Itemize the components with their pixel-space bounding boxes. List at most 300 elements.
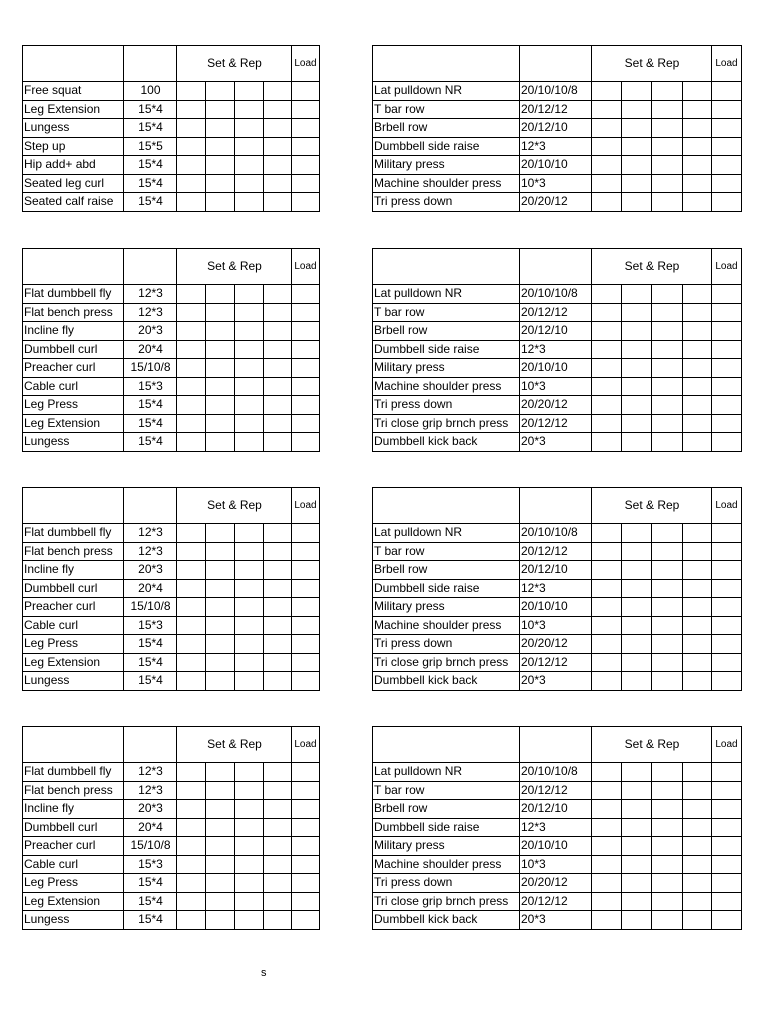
set-rep-target: 20/10/10 (520, 156, 592, 175)
table-row (373, 285, 742, 304)
set-entry-cell (235, 174, 264, 193)
set-rep-target: 12*3 (124, 763, 177, 782)
set-rep-header: Set & Rep (177, 488, 292, 524)
target-header-cell (520, 249, 592, 285)
set-entry-cell (652, 653, 683, 672)
set-rep-header: Set & Rep (177, 249, 292, 285)
table-row (23, 653, 320, 672)
load-header: Load (292, 46, 320, 82)
exercise-name: Preacher curl (23, 359, 124, 378)
set-entry-cell (652, 763, 683, 782)
set-entry-cell (235, 396, 264, 415)
set-rep-target: 20*4 (124, 818, 177, 837)
set-rep-target: 15*4 (124, 653, 177, 672)
set-entry-cell (622, 359, 652, 378)
set-entry-cell (592, 561, 622, 580)
set-entry-cell (592, 763, 622, 782)
load-entry-cell (292, 524, 320, 543)
load-entry-cell (292, 818, 320, 837)
exercise-name: Brbell row (373, 119, 520, 138)
set-entry-cell (622, 82, 652, 101)
set-entry-cell (652, 818, 683, 837)
set-rep-target: 20/10/10 (520, 837, 592, 856)
exercise-name: Cable curl (23, 377, 124, 396)
set-entry-cell (592, 800, 622, 819)
table-row (373, 837, 742, 856)
set-entry-cell (206, 82, 235, 101)
exercise-name: Seated leg curl (23, 174, 124, 193)
exercise-name: Dumbbell side raise (373, 818, 520, 837)
set-entry-cell (622, 874, 652, 893)
set-entry-cell (683, 763, 712, 782)
set-entry-cell (235, 653, 264, 672)
set-entry-cell (264, 818, 292, 837)
set-rep-target: 20/20/12 (520, 193, 592, 212)
set-entry-cell (652, 433, 683, 452)
set-entry-cell (235, 377, 264, 396)
set-entry-cell (592, 911, 622, 930)
set-entry-cell (177, 100, 206, 119)
target-header-cell (124, 727, 177, 763)
exercise-name: T bar row (373, 781, 520, 800)
set-entry-cell (206, 303, 235, 322)
load-entry-cell (712, 100, 742, 119)
exercise-name: T bar row (373, 303, 520, 322)
load-entry-cell (712, 156, 742, 175)
exercise-name: Machine shoulder press (373, 377, 520, 396)
load-entry-cell (292, 414, 320, 433)
table-row (23, 874, 320, 893)
set-rep-target: 20/12/12 (520, 653, 592, 672)
set-rep-target: 100 (124, 82, 177, 101)
exercise-name: Military press (373, 156, 520, 175)
exercise-name: Machine shoulder press (373, 855, 520, 874)
set-entry-cell (235, 818, 264, 837)
set-entry-cell (652, 285, 683, 304)
table-row (373, 396, 742, 415)
target-header-cell (124, 249, 177, 285)
exercise-name: Lungess (23, 672, 124, 691)
table-row (373, 763, 742, 782)
set-entry-cell (592, 874, 622, 893)
set-entry-cell (206, 818, 235, 837)
table-row (23, 561, 320, 580)
set-entry-cell (622, 285, 652, 304)
set-rep-target: 20*3 (124, 800, 177, 819)
set-entry-cell (652, 837, 683, 856)
exercise-name: Flat dumbbell fly (23, 763, 124, 782)
set-entry-cell (264, 781, 292, 800)
load-entry-cell (292, 377, 320, 396)
set-entry-cell (206, 763, 235, 782)
set-entry-cell (652, 100, 683, 119)
set-rep-target: 15/10/8 (124, 598, 177, 617)
set-entry-cell (177, 377, 206, 396)
set-entry-cell (622, 561, 652, 580)
set-entry-cell (592, 285, 622, 304)
table-header-row (23, 249, 320, 285)
set-entry-cell (177, 542, 206, 561)
set-entry-cell (622, 598, 652, 617)
set-entry-cell (264, 672, 292, 691)
set-entry-cell (652, 359, 683, 378)
set-entry-cell (177, 800, 206, 819)
exercise-name: Flat dumbbell fly (23, 285, 124, 304)
set-entry-cell (683, 322, 712, 341)
set-entry-cell (235, 616, 264, 635)
exercise-name: Machine shoulder press (373, 174, 520, 193)
set-entry-cell (622, 635, 652, 654)
set-entry-cell (264, 285, 292, 304)
set-entry-cell (592, 303, 622, 322)
table-header-row (23, 46, 320, 82)
exercise-name: Machine shoulder press (373, 616, 520, 635)
load-header: Load (292, 488, 320, 524)
set-rep-target: 15*4 (124, 635, 177, 654)
set-entry-cell (264, 837, 292, 856)
load-header: Load (292, 249, 320, 285)
exercise-header-cell (373, 488, 520, 524)
set-rep-target: 15*4 (124, 414, 177, 433)
set-rep-target: 12*3 (520, 137, 592, 156)
set-entry-cell (683, 396, 712, 415)
exercise-name: Leg Press (23, 874, 124, 893)
load-entry-cell (292, 285, 320, 304)
set-entry-cell (683, 781, 712, 800)
set-rep-target: 20/10/10/8 (520, 285, 592, 304)
set-rep-header: Set & Rep (592, 46, 712, 82)
set-rep-target: 15/10/8 (124, 837, 177, 856)
set-entry-cell (683, 855, 712, 874)
load-entry-cell (712, 781, 742, 800)
set-rep-target: 15*4 (124, 100, 177, 119)
load-header: Load (712, 488, 742, 524)
set-entry-cell (235, 874, 264, 893)
set-rep-target: 12*3 (124, 542, 177, 561)
set-entry-cell (592, 672, 622, 691)
set-entry-cell (235, 781, 264, 800)
set-entry-cell (264, 433, 292, 452)
exercise-name: Hip add+ abd (23, 156, 124, 175)
load-entry-cell (712, 672, 742, 691)
table-row (373, 377, 742, 396)
load-entry-cell (712, 763, 742, 782)
table-row (23, 579, 320, 598)
exercise-name: Lungess (23, 119, 124, 138)
workout-table (22, 45, 320, 212)
table-row (373, 137, 742, 156)
set-entry-cell (177, 616, 206, 635)
table-row (373, 800, 742, 819)
set-entry-cell (652, 542, 683, 561)
set-entry-cell (592, 322, 622, 341)
set-entry-cell (264, 100, 292, 119)
set-entry-cell (683, 100, 712, 119)
set-entry-cell (652, 781, 683, 800)
set-entry-cell (177, 837, 206, 856)
set-rep-target: 15*4 (124, 911, 177, 930)
set-entry-cell (264, 377, 292, 396)
set-entry-cell (206, 377, 235, 396)
load-entry-cell (292, 100, 320, 119)
set-entry-cell (592, 433, 622, 452)
set-entry-cell (206, 322, 235, 341)
table-row (23, 285, 320, 304)
set-entry-cell (235, 414, 264, 433)
set-entry-cell (177, 874, 206, 893)
set-rep-target: 20/12/10 (520, 561, 592, 580)
set-entry-cell (683, 635, 712, 654)
load-entry-cell (712, 874, 742, 893)
set-entry-cell (592, 119, 622, 138)
exercise-name: T bar row (373, 100, 520, 119)
set-entry-cell (177, 781, 206, 800)
set-rep-target: 15*4 (124, 874, 177, 893)
table-row (373, 303, 742, 322)
set-entry-cell (264, 874, 292, 893)
set-entry-cell (206, 433, 235, 452)
table-header-row (23, 488, 320, 524)
workout-table (22, 726, 320, 930)
set-entry-cell (264, 174, 292, 193)
set-entry-cell (177, 193, 206, 212)
set-entry-cell (622, 616, 652, 635)
set-entry-cell (683, 818, 712, 837)
set-rep-target: 20/12/12 (520, 542, 592, 561)
set-rep-target: 20/12/10 (520, 119, 592, 138)
table-row (23, 433, 320, 452)
exercise-name: Brbell row (373, 322, 520, 341)
set-entry-cell (235, 561, 264, 580)
set-rep-target: 15*3 (124, 855, 177, 874)
load-entry-cell (712, 396, 742, 415)
set-entry-cell (206, 156, 235, 175)
set-entry-cell (652, 579, 683, 598)
set-entry-cell (622, 542, 652, 561)
set-entry-cell (592, 524, 622, 543)
set-rep-target: 20*4 (124, 340, 177, 359)
table-row (23, 377, 320, 396)
exercise-name: Military press (373, 598, 520, 617)
set-rep-header: Set & Rep (177, 727, 292, 763)
set-entry-cell (264, 322, 292, 341)
table-row (373, 635, 742, 654)
set-rep-target: 20/10/10/8 (520, 763, 592, 782)
set-entry-cell (622, 156, 652, 175)
set-entry-cell (592, 82, 622, 101)
set-rep-target: 20*3 (124, 561, 177, 580)
load-entry-cell (292, 542, 320, 561)
set-entry-cell (683, 340, 712, 359)
table-row (23, 524, 320, 543)
set-entry-cell (235, 433, 264, 452)
set-entry-cell (177, 524, 206, 543)
set-entry-cell (622, 100, 652, 119)
table-row (23, 119, 320, 138)
set-rep-target: 20/20/12 (520, 874, 592, 893)
set-entry-cell (652, 635, 683, 654)
set-entry-cell (177, 653, 206, 672)
exercise-name: Flat bench press (23, 781, 124, 800)
set-entry-cell (622, 119, 652, 138)
set-entry-cell (206, 542, 235, 561)
set-entry-cell (177, 82, 206, 101)
table-row (23, 763, 320, 782)
set-entry-cell (592, 892, 622, 911)
set-entry-cell (235, 322, 264, 341)
target-header-cell (124, 488, 177, 524)
set-rep-target: 12*3 (520, 340, 592, 359)
set-entry-cell (177, 396, 206, 415)
set-entry-cell (206, 892, 235, 911)
table-row (373, 359, 742, 378)
exercise-name: Military press (373, 837, 520, 856)
table-row (23, 781, 320, 800)
set-entry-cell (652, 396, 683, 415)
set-entry-cell (652, 672, 683, 691)
set-entry-cell (652, 82, 683, 101)
exercise-header-cell (23, 488, 124, 524)
set-rep-target: 20/10/10 (520, 359, 592, 378)
load-entry-cell (712, 837, 742, 856)
set-rep-target: 15*4 (124, 174, 177, 193)
set-entry-cell (235, 82, 264, 101)
set-entry-cell (206, 174, 235, 193)
load-entry-cell (712, 433, 742, 452)
set-entry-cell (683, 285, 712, 304)
set-rep-target: 15/10/8 (124, 359, 177, 378)
load-entry-cell (712, 340, 742, 359)
set-rep-target: 15*4 (124, 433, 177, 452)
table-row (373, 414, 742, 433)
set-entry-cell (206, 396, 235, 415)
load-entry-cell (712, 174, 742, 193)
exercise-name: Dumbbell kick back (373, 672, 520, 691)
set-entry-cell (622, 193, 652, 212)
table-row (373, 119, 742, 138)
load-entry-cell (712, 561, 742, 580)
set-entry-cell (177, 892, 206, 911)
table-row (23, 193, 320, 212)
set-entry-cell (592, 781, 622, 800)
load-entry-cell (292, 911, 320, 930)
set-rep-target: 20/12/12 (520, 100, 592, 119)
set-entry-cell (683, 800, 712, 819)
table-row (23, 800, 320, 819)
set-entry-cell (683, 598, 712, 617)
load-entry-cell (292, 874, 320, 893)
exercise-header-cell (373, 727, 520, 763)
set-entry-cell (235, 800, 264, 819)
set-entry-cell (264, 414, 292, 433)
exercise-name: Leg Extension (23, 653, 124, 672)
load-entry-cell (292, 396, 320, 415)
table-row (23, 542, 320, 561)
set-entry-cell (622, 579, 652, 598)
exercise-name: Tri press down (373, 396, 520, 415)
load-entry-cell (292, 579, 320, 598)
load-entry-cell (292, 561, 320, 580)
set-rep-target: 20/20/12 (520, 396, 592, 415)
set-entry-cell (235, 598, 264, 617)
set-rep-target: 20/10/10/8 (520, 524, 592, 543)
exercise-name: Tri press down (373, 193, 520, 212)
target-header-cell (124, 46, 177, 82)
set-entry-cell (177, 433, 206, 452)
exercise-name: Cable curl (23, 855, 124, 874)
load-header: Load (292, 727, 320, 763)
table-row (23, 82, 320, 101)
set-entry-cell (652, 561, 683, 580)
exercise-name: Brbell row (373, 800, 520, 819)
target-header-cell (520, 46, 592, 82)
set-entry-cell (235, 892, 264, 911)
set-entry-cell (235, 193, 264, 212)
set-rep-target: 10*3 (520, 616, 592, 635)
exercise-name: Leg Press (23, 396, 124, 415)
exercise-name: Tri close grip brnch press (373, 653, 520, 672)
table-row (23, 598, 320, 617)
exercise-name: Lungess (23, 433, 124, 452)
table-row (23, 303, 320, 322)
set-entry-cell (264, 561, 292, 580)
exercise-name: Military press (373, 359, 520, 378)
exercise-name: Seated calf raise (23, 193, 124, 212)
table-row (373, 579, 742, 598)
set-entry-cell (592, 653, 622, 672)
set-entry-cell (622, 855, 652, 874)
exercise-name: Lungess (23, 911, 124, 930)
load-entry-cell (292, 781, 320, 800)
set-entry-cell (592, 193, 622, 212)
exercise-name: Lat pulldown NR (373, 763, 520, 782)
set-entry-cell (592, 340, 622, 359)
load-entry-cell (292, 303, 320, 322)
set-entry-cell (622, 818, 652, 837)
table-row (373, 100, 742, 119)
set-entry-cell (177, 818, 206, 837)
set-entry-cell (206, 119, 235, 138)
set-entry-cell (622, 137, 652, 156)
set-entry-cell (264, 524, 292, 543)
exercise-name: Leg Extension (23, 414, 124, 433)
table-row (23, 672, 320, 691)
set-entry-cell (264, 616, 292, 635)
table-row (23, 818, 320, 837)
set-entry-cell (264, 763, 292, 782)
exercise-name: Lat pulldown NR (373, 524, 520, 543)
set-entry-cell (235, 285, 264, 304)
set-rep-target: 20*3 (520, 911, 592, 930)
load-header: Load (712, 46, 742, 82)
exercise-name: Dumbbell side raise (373, 579, 520, 598)
set-rep-target: 15*4 (124, 892, 177, 911)
set-entry-cell (622, 377, 652, 396)
exercise-name: Incline fly (23, 800, 124, 819)
set-rep-target: 10*3 (520, 855, 592, 874)
set-entry-cell (683, 193, 712, 212)
set-entry-cell (264, 800, 292, 819)
set-entry-cell (177, 340, 206, 359)
set-entry-cell (206, 285, 235, 304)
set-entry-cell (235, 542, 264, 561)
set-entry-cell (235, 672, 264, 691)
set-entry-cell (683, 119, 712, 138)
set-entry-cell (622, 672, 652, 691)
set-entry-cell (622, 837, 652, 856)
load-entry-cell (292, 340, 320, 359)
table-row (373, 524, 742, 543)
